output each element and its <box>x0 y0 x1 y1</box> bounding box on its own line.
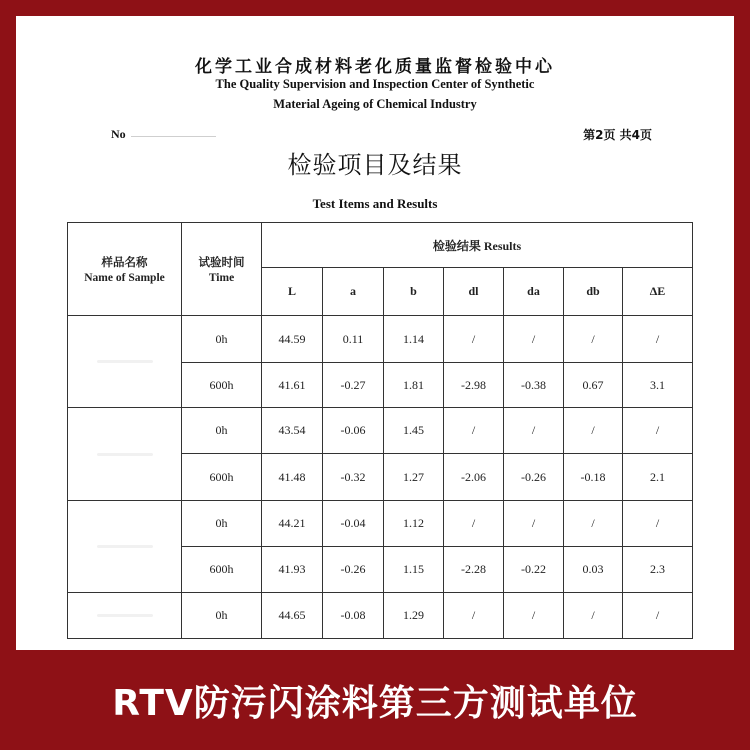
value-cell: 41.48 <box>262 454 323 501</box>
column-header-5: db <box>564 268 623 316</box>
value-cell: -0.27 <box>323 363 384 408</box>
value-cell: 0.03 <box>564 547 623 593</box>
report-number-redacted <box>131 136 216 137</box>
value-cell: -0.38 <box>504 363 564 408</box>
value-cell: 2.1 <box>623 454 693 501</box>
value-cell: -0.26 <box>323 547 384 593</box>
sample-name-header-en: Name of Sample <box>84 272 165 284</box>
value-cell: 41.61 <box>262 363 323 408</box>
value-cell: -0.18 <box>564 454 623 501</box>
value-cell: -2.06 <box>444 454 504 501</box>
redaction-mark <box>97 360 153 363</box>
value-cell: 1.29 <box>384 593 444 639</box>
value-cell: 1.45 <box>384 408 444 454</box>
value-cell: / <box>504 408 564 454</box>
column-header-3: dl <box>444 268 504 316</box>
value-cell: / <box>564 593 623 639</box>
value-cell: -2.98 <box>444 363 504 408</box>
column-header-2: b <box>384 268 444 316</box>
sample-name-cell-redacted <box>68 316 182 408</box>
value-cell: 0.67 <box>564 363 623 408</box>
value-cell: / <box>623 593 693 639</box>
organization-name-cn: 化学工业合成材料老化质量监督检验中心 <box>195 57 555 77</box>
sample-name-header-cn: 样品名称 <box>101 255 148 269</box>
table-row <box>68 408 693 454</box>
value-cell: -0.32 <box>323 454 384 501</box>
time-cell: 0h <box>182 316 262 363</box>
value-cell: 44.59 <box>262 316 323 363</box>
organization-name-en-line1: The Quality Supervision and Inspection Center of Synthetic <box>215 77 535 91</box>
value-cell: -0.26 <box>504 454 564 501</box>
results-header-cn: 检验结果 <box>432 238 481 253</box>
page-title-cn: 检验项目及结果 <box>287 151 463 179</box>
time-header-en: Time <box>208 272 235 284</box>
value-cell: -0.22 <box>504 547 564 593</box>
value-cell: -0.08 <box>323 593 384 639</box>
value-cell: / <box>504 593 564 639</box>
results-table <box>67 222 693 639</box>
value-cell: / <box>564 408 623 454</box>
value-cell: 1.27 <box>384 454 444 501</box>
value-cell: 3.1 <box>623 363 693 408</box>
time-cell: 0h <box>182 501 262 547</box>
time-header <box>182 223 262 316</box>
page-title-en: Test Items and Results <box>312 196 438 211</box>
time-cell: 0h <box>182 593 262 639</box>
report-number-label: No <box>111 127 126 141</box>
report-page <box>16 16 734 650</box>
value-cell: / <box>444 593 504 639</box>
sample-name-header <box>68 223 182 316</box>
results-header <box>262 223 693 268</box>
value-cell: 1.14 <box>384 316 444 363</box>
redaction-mark <box>97 453 153 456</box>
value-cell: 41.93 <box>262 547 323 593</box>
value-cell: / <box>444 316 504 363</box>
value-cell: 44.65 <box>262 593 323 639</box>
value-cell: 43.54 <box>262 408 323 454</box>
sample-name-cell-redacted <box>68 408 182 501</box>
sample-name-cell-redacted <box>68 501 182 593</box>
table-row <box>68 316 693 363</box>
time-cell: 600h <box>182 454 262 501</box>
value-cell: / <box>444 408 504 454</box>
sample-name-cell-redacted <box>68 593 182 639</box>
value-cell: 0.11 <box>323 316 384 363</box>
value-cell: -0.04 <box>323 501 384 547</box>
value-cell: / <box>444 501 504 547</box>
column-header-1: a <box>323 268 384 316</box>
results-header-en: Results <box>483 238 522 253</box>
value-cell: 1.81 <box>384 363 444 408</box>
value-cell: / <box>623 316 693 363</box>
value-cell: / <box>564 501 623 547</box>
value-cell: -0.06 <box>323 408 384 454</box>
value-cell: / <box>623 408 693 454</box>
column-header-6: ΔE <box>623 268 693 316</box>
promo-banner: RTV防污闪涂料第三方测试单位 <box>112 682 638 724</box>
value-cell: / <box>564 316 623 363</box>
time-cell: 0h <box>182 408 262 454</box>
redaction-mark <box>97 545 153 548</box>
column-header-4: da <box>504 268 564 316</box>
column-header-0: L <box>262 268 323 316</box>
value-cell: 44.21 <box>262 501 323 547</box>
value-cell: 2.3 <box>623 547 693 593</box>
value-cell: -2.28 <box>444 547 504 593</box>
page-number: 第2页 共4页 <box>583 128 652 142</box>
value-cell: / <box>504 316 564 363</box>
time-cell: 600h <box>182 363 262 408</box>
organization-name-en-line2: Material Ageing of Chemical Industry <box>273 97 477 111</box>
redaction-mark <box>97 614 153 617</box>
table-row <box>68 593 693 639</box>
value-cell: / <box>623 501 693 547</box>
value-cell: / <box>504 501 564 547</box>
value-cell: 1.12 <box>384 501 444 547</box>
value-cell: 1.15 <box>384 547 444 593</box>
time-cell: 600h <box>182 547 262 593</box>
time-header-cn: 试验时间 <box>198 255 245 269</box>
table-row <box>68 501 693 547</box>
